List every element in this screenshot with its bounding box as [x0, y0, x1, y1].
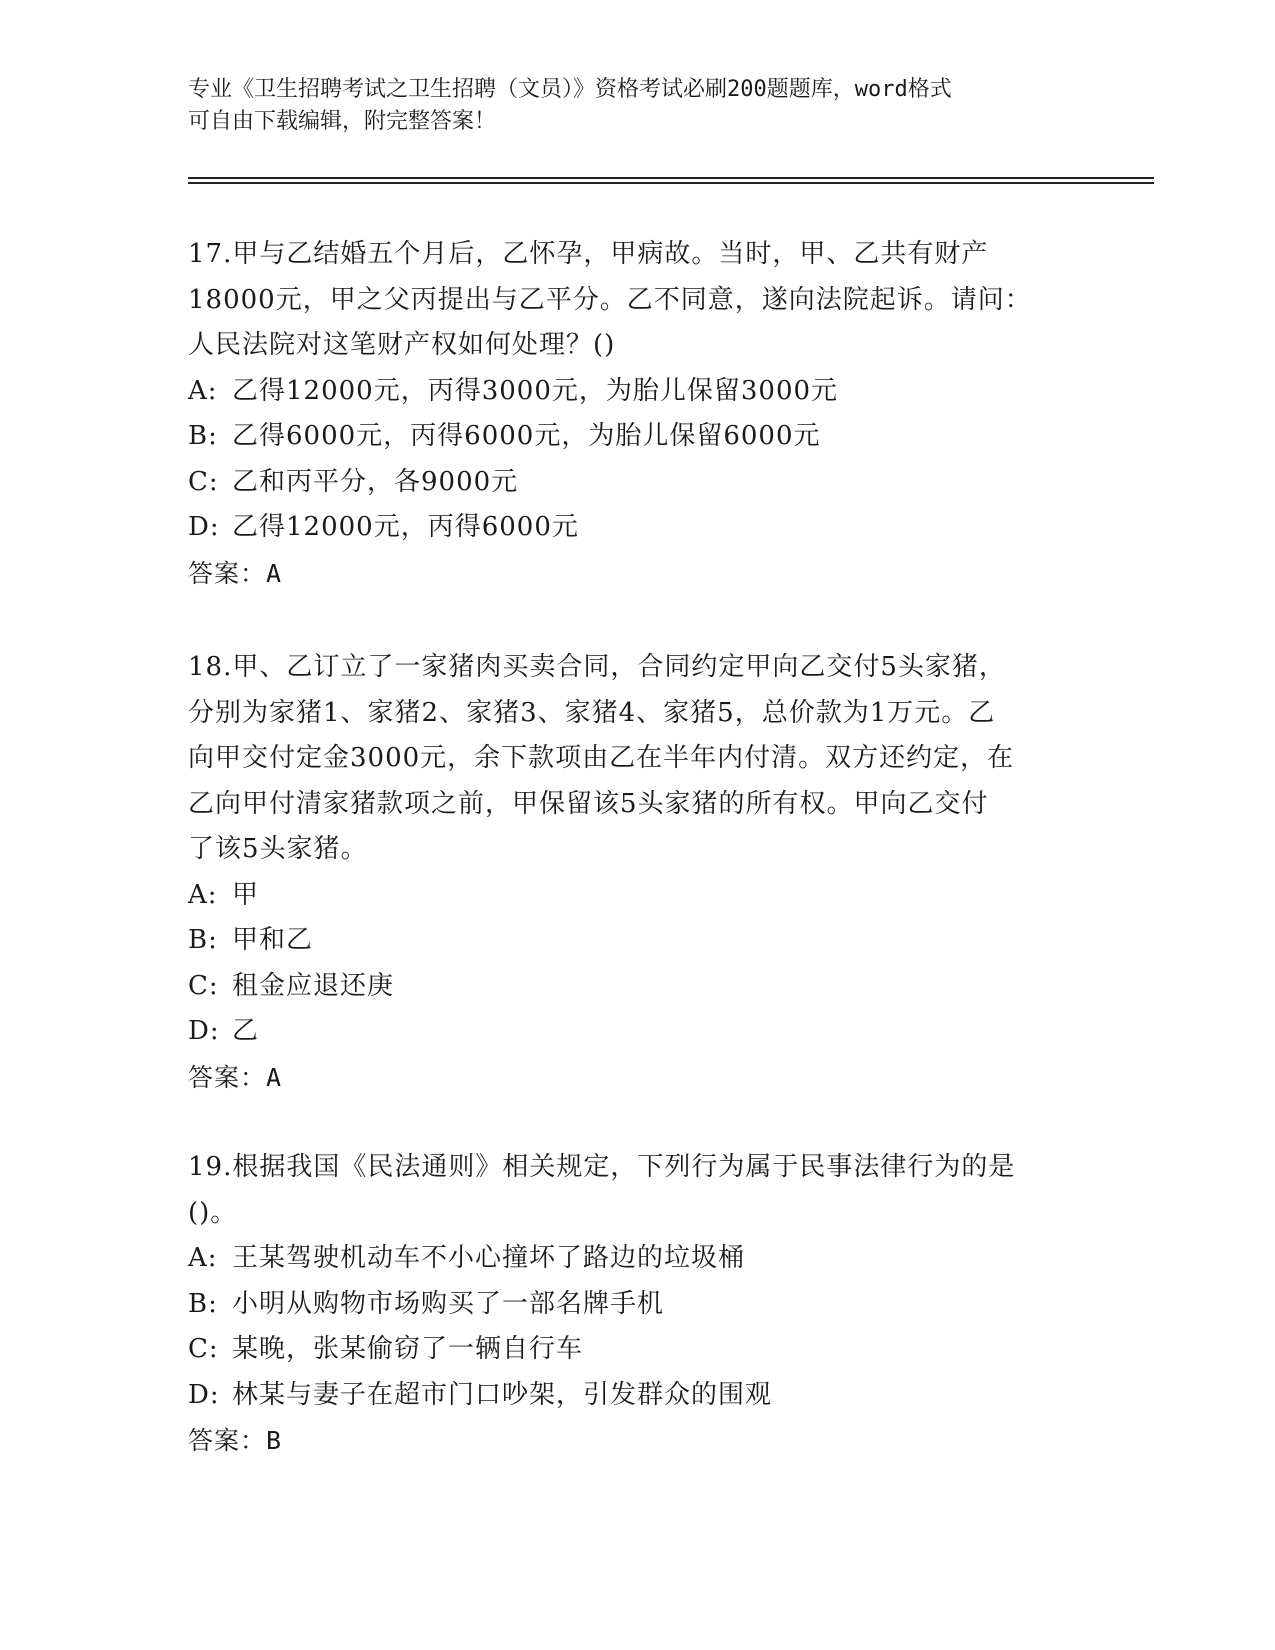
- option-letter: D:: [188, 1379, 220, 1410]
- option-d: [188, 1009, 1088, 1055]
- question-stem-line: ()。: [188, 1197, 238, 1228]
- option-letter: A:: [188, 375, 218, 406]
- question-stem-line: 分别为家猪1、家猪2、家猪3、家猪4、家猪5，总价款为1万元。乙: [188, 697, 996, 728]
- question-stem-line: 人民法院对这笔财产权如何处理？(): [188, 330, 616, 360]
- option-text: 甲和乙: [232, 925, 314, 955]
- option-letter: C:: [188, 1334, 219, 1364]
- option-text: 林某与妻子在超市门口吵架，引发群众的围观: [232, 1379, 773, 1410]
- option-c: [188, 1327, 1088, 1373]
- option-letter: C:: [188, 970, 219, 1001]
- option-letter: A:: [188, 879, 218, 910]
- option-text: 乙: [232, 1016, 260, 1046]
- option-text: 某晚，张某偷窃了一辆自行车: [232, 1334, 584, 1364]
- option-b: [188, 918, 1088, 964]
- question-stem-line: 向甲交付定金3000元，余下款项由乙在半年内付清。双方还约定，在: [188, 743, 1015, 773]
- option-letter: D:: [188, 1016, 220, 1046]
- header-line-1: 专业《卫生招聘考试之卫生招聘（文员）》资格考试必刷200题题库，word格式: [188, 77, 952, 102]
- option-text: 乙和丙平分，各9000元: [232, 466, 519, 497]
- option-c: [188, 964, 1088, 1010]
- question-19: [188, 1145, 1088, 1464]
- question-stem-line: 了该5头家猪。: [188, 834, 368, 864]
- option-b: [188, 414, 1088, 460]
- option-b: [188, 1282, 1088, 1328]
- answer-line: 答案：A: [188, 1062, 283, 1092]
- option-a: [188, 1236, 1088, 1282]
- header-divider-bottom: [188, 182, 1154, 184]
- option-letter: A:: [188, 1243, 218, 1273]
- question-stem-line: 19.根据我国《民法通则》相关规定，下列行为属于民事法律行为的是: [188, 1152, 1016, 1182]
- answer-line: 答案：A: [188, 558, 283, 588]
- option-text: 乙得12000元，丙得6000元: [232, 512, 579, 542]
- option-text: 小明从购物市场购买了一部名牌手机: [232, 1288, 665, 1319]
- question-stem-line: 乙向甲付清家猪款项之前，甲保留该5头家猪的所有权。甲向乙交付: [188, 788, 989, 819]
- option-letter: D:: [188, 512, 220, 542]
- option-a: [188, 369, 1088, 415]
- document-header: [188, 74, 1088, 138]
- option-text: 王某驾驶机动车不小心撞坏了路边的垃圾桶: [232, 1243, 746, 1273]
- answer-line: 答案：B: [188, 1426, 283, 1455]
- option-text: 乙得12000元，丙得3000元，为胎儿保留3000元: [232, 375, 839, 406]
- option-c: [188, 460, 1088, 506]
- option-text: 租金应退还庚: [232, 970, 395, 1001]
- option-letter: B:: [188, 1288, 218, 1319]
- question-stem-line: 18000元，甲之父丙提出与乙平分。乙不同意，遂向法院起诉。请问：: [188, 284, 1032, 315]
- option-letter: B:: [188, 421, 218, 451]
- option-letter: B:: [188, 925, 218, 955]
- option-letter: C:: [188, 466, 219, 497]
- header-divider-top: [188, 177, 1154, 179]
- question-17: [188, 232, 1088, 596]
- option-d: [188, 1373, 1088, 1419]
- option-text: 甲: [232, 879, 260, 910]
- option-d: [188, 505, 1088, 551]
- header-line-2: 可自由下载编辑，附完整答案！: [188, 109, 497, 134]
- question-stem-line: 18.甲、乙订立了一家猪肉买卖合同，合同约定甲向乙交付5头家猪，: [188, 652, 1006, 682]
- question-stem-line: 17.甲与乙结婚五个月后，乙怀孕，甲病故。当时，甲、乙共有财产: [188, 239, 989, 269]
- option-text: 乙得6000元，丙得6000元，为胎儿保留6000元: [232, 421, 821, 451]
- question-18: [188, 645, 1088, 1100]
- option-a: [188, 873, 1088, 919]
